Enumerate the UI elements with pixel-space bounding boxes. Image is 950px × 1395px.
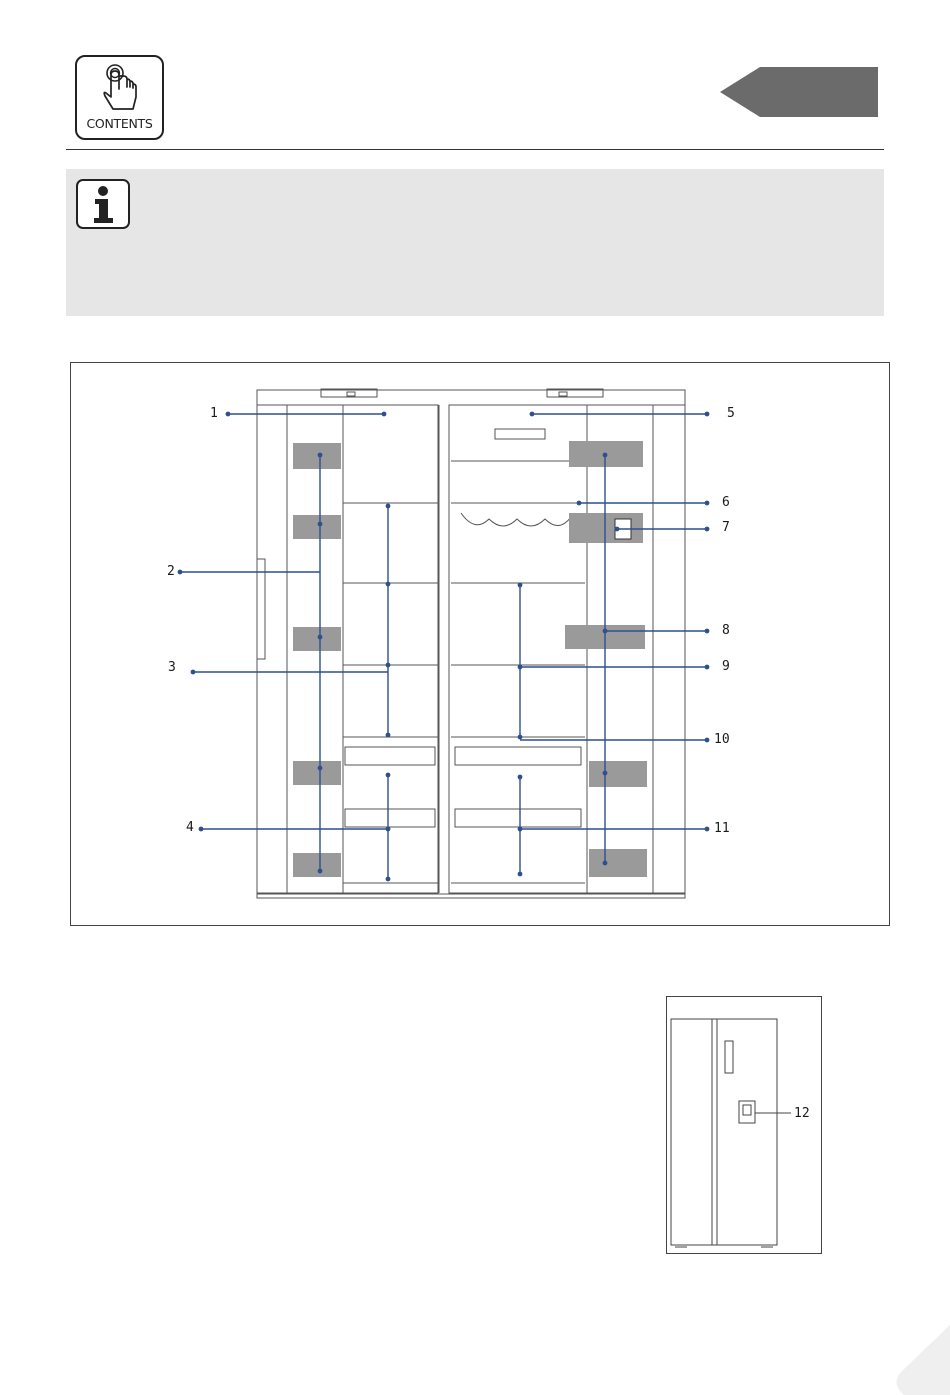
info-note-box: [66, 169, 884, 316]
hand-pointer-icon: [99, 63, 143, 115]
callout-4: 4: [186, 820, 194, 835]
callout-6: 6: [722, 495, 730, 510]
fridge-front-diagram: [666, 996, 822, 1254]
fridge-interior-diagram: [70, 362, 890, 926]
callout-5: 5: [727, 406, 735, 421]
header-divider: [66, 149, 884, 150]
back-arrow-tab[interactable]: [720, 67, 878, 117]
callout-11: 11: [714, 821, 730, 836]
callout-3: 3: [168, 660, 176, 675]
info-icon: [76, 179, 130, 229]
callout-2: 2: [167, 564, 175, 579]
fridge-interior-drawing: [71, 363, 891, 927]
fridge-front-drawing: [667, 997, 823, 1255]
page-turn-tab[interactable]: [890, 1325, 950, 1395]
callout-10: 10: [714, 732, 730, 747]
callout-7: 7: [722, 520, 730, 535]
contents-label: CONTENTS: [86, 116, 153, 131]
callout-12: 12: [794, 1106, 810, 1121]
contents-button[interactable]: [75, 55, 164, 140]
callout-8: 8: [722, 623, 730, 638]
callout-1: 1: [210, 406, 218, 421]
callout-9: 9: [722, 659, 730, 674]
